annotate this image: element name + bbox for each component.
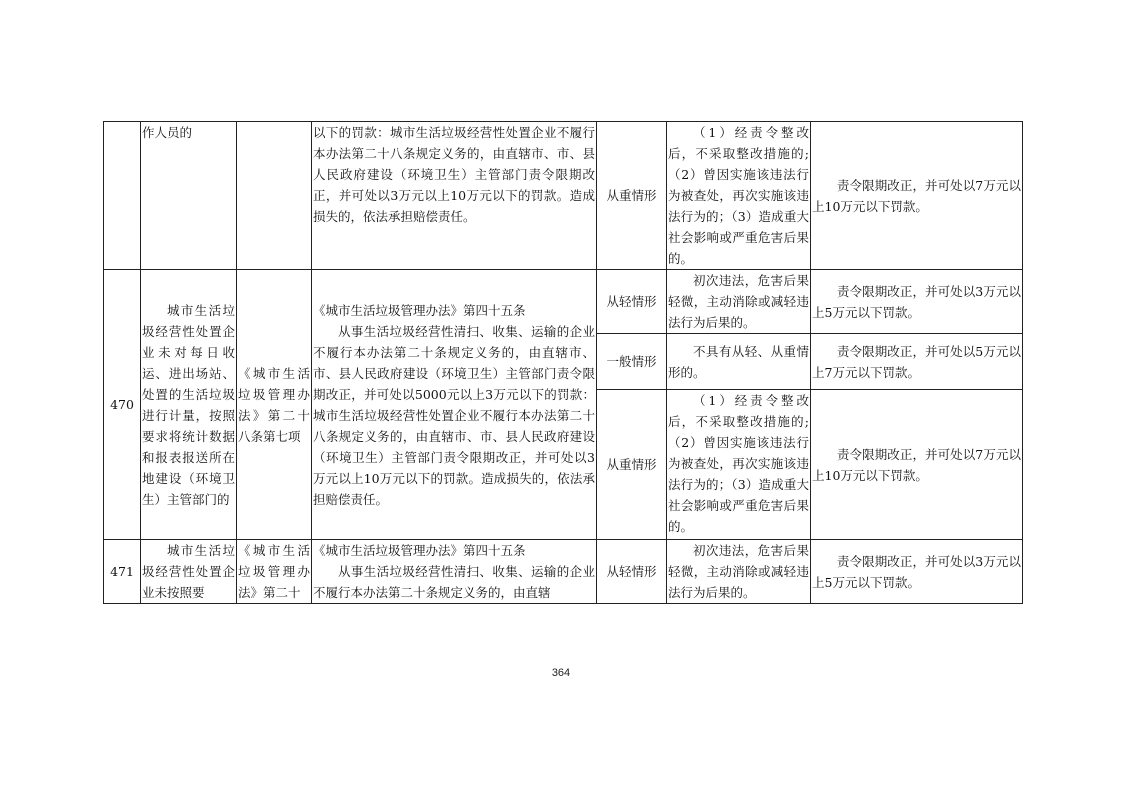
circumstance-cell: （1）经责令整改后，不采取整改措施的;（2）曾因实施该违法行为被查处，再次实施该违法行为的；（3）造成重大社会影响或严重危害后果的。: [667, 390, 811, 540]
legal-basis-cell: [237, 122, 312, 270]
penalty-standard-cell: 责令限期改正，并可处以7万元以上10万元以下罚款。: [811, 122, 1023, 270]
page-number: 364: [551, 667, 571, 679]
row-number-cell: 470: [104, 270, 141, 540]
penalty-provision-cell: [312, 270, 597, 540]
penalty-standard-cell: 责令限期改正，并可处以3万元以上5万元以下罚款。: [811, 540, 1023, 604]
table-row: [104, 270, 1023, 334]
circumstance-cell: （1）经责令整改后，不采取整改措施的;（2）曾因实施该违法行为被查处，再次实施该违法行为的；（3）造成重大社会影响或严重危害后果的。: [667, 122, 811, 270]
penalty-standards-table: [103, 121, 1023, 604]
row-number-cell: 471: [104, 540, 141, 604]
provision-body: 从事生活垃圾经营性清扫、收集、运输的企业不履行本办法第二十条规定义务的，由直辖: [313, 564, 595, 600]
circumstance-cell: 初次违法，危害后果轻微，主动消除或减轻违法行为后果的。: [667, 270, 811, 334]
penalty-standard-cell: 责令限期改正，并可处以7万元以上10万元以下罚款。: [811, 390, 1023, 540]
table-row: [104, 540, 1023, 604]
violation-subject-cell: 城市生活垃圾经营性处置企业未对每日收运、进出场站、处置的生活垃圾进行计量，按照要求将统计数据和报表报送所在地建设（环境卫生）主管部门的: [141, 270, 237, 540]
circumstance-cell: 初次违法，危害后果轻微，主动消除或减轻违法行为后果的。: [667, 540, 811, 604]
penalty-standard-cell: 责令限期改正，并可处以5万元以上7万元以下罚款。: [811, 334, 1023, 390]
severity-level-cell: 从重情形: [597, 390, 667, 540]
penalty-provision-cell: 以下的罚款：城市生活垃圾经营性处置企业不履行本办法第二十八条规定义务的，由直辖市、市、县人民政府建设（环境卫生）主管部门责令限期改正，并可处以3万元以上10万元以下的罚款。造成损失的，依法承担赔偿责任。: [312, 122, 597, 270]
provision-title: 《城市生活垃圾管理办法》第四十五条: [313, 543, 526, 558]
severity-level-cell: 从轻情形: [597, 270, 667, 334]
severity-level-cell: 从轻情形: [597, 540, 667, 604]
row-number-cell: [104, 122, 141, 270]
violation-subject-cell: 作人员的: [141, 122, 237, 270]
penalty-standard-cell: 责令限期改正，并可处以3万元以上5万元以下罚款。: [811, 270, 1023, 334]
provision-body: 从事生活垃圾经营性清扫、收集、运输的企业不履行本办法第二十条规定义务的，由直辖市、市、县人民政府建设（环境卫生）主管部门责令限期改正，并可处以5000元以上3万元以下的罚款：城市生活垃圾经营性处置企业不履行本办法第二十八条规定义务的，由直辖市、市、县人民政府建设（环境卫生）主管部门责令限期改正，并可处以3万元以上10万元以下的罚款。造成损失的，依法承担赔偿责任。: [313, 323, 595, 507]
table-row: [104, 122, 1023, 270]
violation-subject-cell: 城市生活垃圾经营性处置企业未按照要: [141, 540, 237, 604]
circumstance-cell: 不具有从轻、从重情形的。: [667, 334, 811, 390]
penalty-provision-cell: [312, 540, 597, 604]
legal-basis-cell: 《城市生活垃圾管理办法》第二十八条第七项: [237, 270, 312, 540]
provision-title: 《城市生活垃圾管理办法》第四十五条: [313, 302, 526, 318]
severity-level-cell: 一般情形: [597, 334, 667, 390]
severity-level-cell: 从重情形: [597, 122, 667, 270]
legal-basis-cell: 《城市生活垃圾管理办法》第二十: [237, 540, 312, 604]
